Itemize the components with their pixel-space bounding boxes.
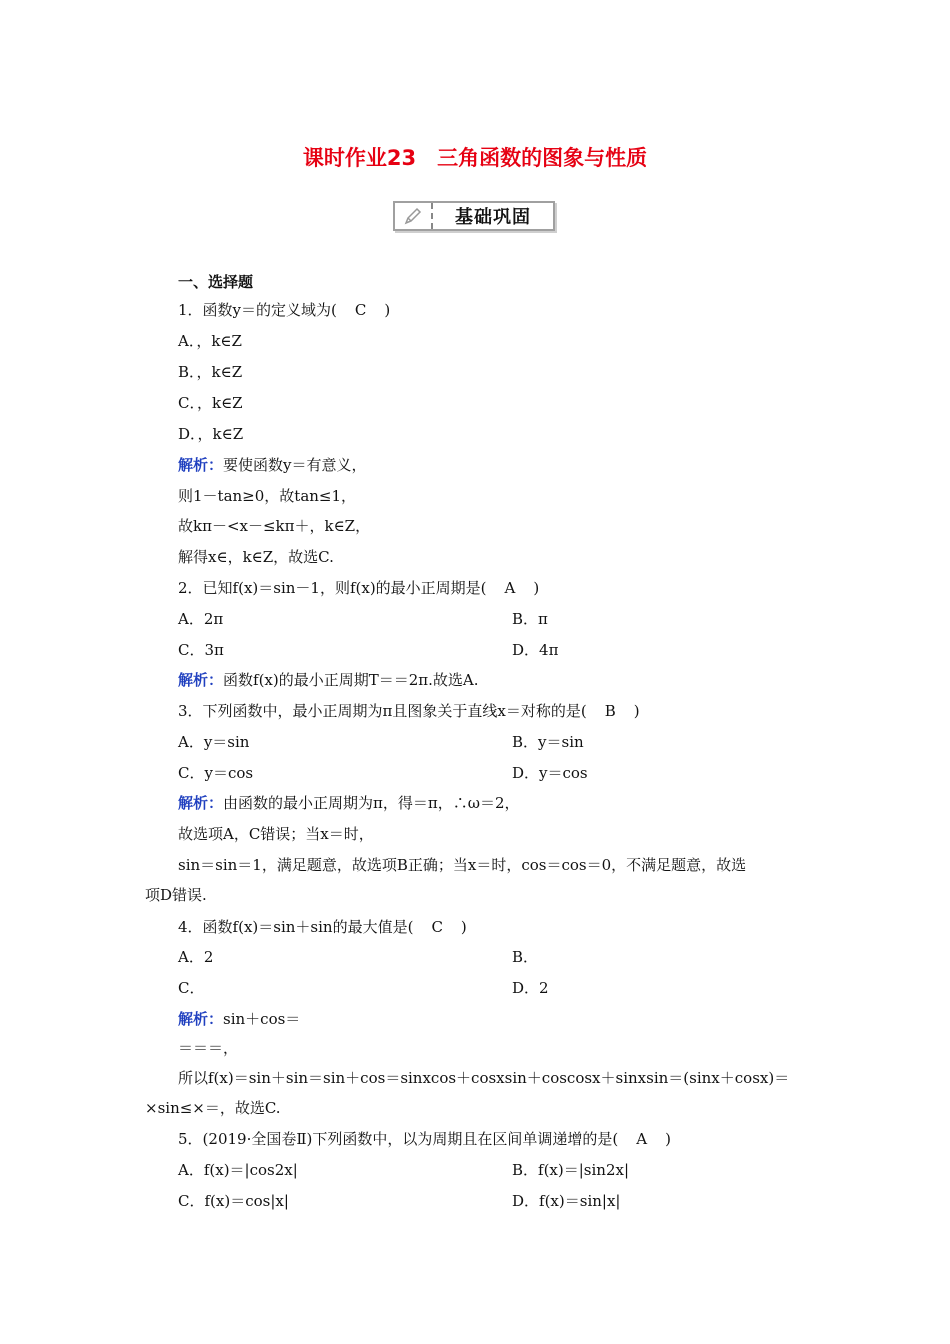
question-2-option-b: B．π [512, 610, 548, 628]
question-1-option-a: A．，k∈Z [178, 332, 242, 350]
question-4-option-d: D．2 [512, 979, 549, 997]
question-2-analysis: 解析：函数f(x)的最小正周期T＝＝2π.故选A. [178, 671, 479, 689]
question-3-option-d: D．y＝cos [512, 764, 588, 782]
question-5-option-a: A．f(x)＝|cos2x| [178, 1161, 298, 1179]
question-1-option-d: D．，k∈Z [178, 425, 244, 443]
pencil-icon [395, 203, 433, 229]
question-1-analysis-line-2: 则1－tan≥0，故tan≤1， [178, 487, 357, 505]
question-5-answer: A [636, 1130, 648, 1148]
question-5-stem: 5．(2019·全国卷Ⅱ)下列函数中，以为周期且在区间单调递增的是( A ) [178, 1130, 671, 1148]
question-3-answer: B [604, 702, 616, 720]
question-3-option-b: B．y＝sin [512, 733, 584, 751]
question-4-analysis-line-4: ×sin≤×＝，故选C. [145, 1099, 281, 1117]
question-5-option-d: D．f(x)＝sin|x| [512, 1192, 621, 1210]
question-3-analysis-line-4: 项D错误. [145, 886, 207, 904]
question-4-answer: C [431, 918, 443, 936]
question-2-stem: 2．已知f(x)＝sin－1，则f(x)的最小正周期是( A ) [178, 579, 540, 597]
question-4-option-a: A．2 [178, 948, 214, 966]
question-1-answer: C [354, 301, 367, 319]
question-3-stem: 3．下列函数中，最小正周期为π且图象关于直线x＝对称的是( B ) [178, 702, 640, 720]
question-1-analysis-line-3: 故kπ－<x－≤kπ＋，k∈Z， [178, 517, 371, 535]
analysis-label: 解析： [178, 671, 224, 689]
question-2-answer: A [504, 579, 516, 597]
question-1-option-b: B．，k∈Z [178, 363, 243, 381]
page-title: 课时作业23 三角函数的图象与性质 [302, 146, 648, 170]
question-3-option-c: C．y＝cos [178, 764, 254, 782]
badge-label: 基础巩固 [455, 207, 531, 228]
question-4-option-c: C． [178, 979, 205, 997]
section-badge [393, 201, 555, 231]
analysis-label: 解析： [178, 456, 224, 474]
question-1-analysis-line-4: 解得x∈，k∈Z，故选C. [178, 548, 334, 566]
question-3-option-a: A．y＝sin [178, 733, 250, 751]
question-1-option-c: C．，k∈Z [178, 394, 243, 412]
question-1-analysis-line-1: 解析：要使函数y＝有意义， [178, 456, 367, 474]
question-5-option-c: C．f(x)＝cos|x| [178, 1192, 289, 1210]
question-3-analysis-line-1: 解析：由函数的最小正周期为π，得＝π，∴ω＝2， [178, 794, 520, 812]
section-heading: 一、选择题 [178, 273, 254, 291]
question-4-analysis-line-2: ＝＝＝， [178, 1039, 239, 1057]
question-2-option-d: D．4π [512, 641, 559, 659]
question-5-option-b: B．f(x)＝|sin2x| [512, 1161, 630, 1179]
question-4-option-b: B． [512, 948, 539, 966]
question-4-analysis-line-3: 所以f(x)＝sin＋sin＝sin＋cos＝sinxcos＋cosxsin＋coscosx＋sinxsin＝(sinx＋cosx)＝ [178, 1069, 790, 1087]
question-3-analysis-line-3: sin＝sin＝1，满足题意，故选项B正确；当x＝时，cos＝cos＝0，不满足题意，故选 [178, 856, 747, 874]
question-3-analysis-line-2: 故选项A，C错误；当x＝时， [178, 825, 374, 843]
analysis-label: 解析： [178, 1010, 224, 1028]
question-2-option-a: A．2π [178, 610, 224, 628]
question-2-option-c: C．3π [178, 641, 224, 659]
question-1-stem: 1．函数y＝的定义域为( C ) [178, 301, 391, 319]
question-4-stem: 4．函数f(x)＝sin＋sin的最大值是( C ) [178, 918, 467, 936]
question-4-analysis-line-1: 解析：sin＋cos＝ [178, 1010, 301, 1028]
analysis-label: 解析： [178, 794, 224, 812]
